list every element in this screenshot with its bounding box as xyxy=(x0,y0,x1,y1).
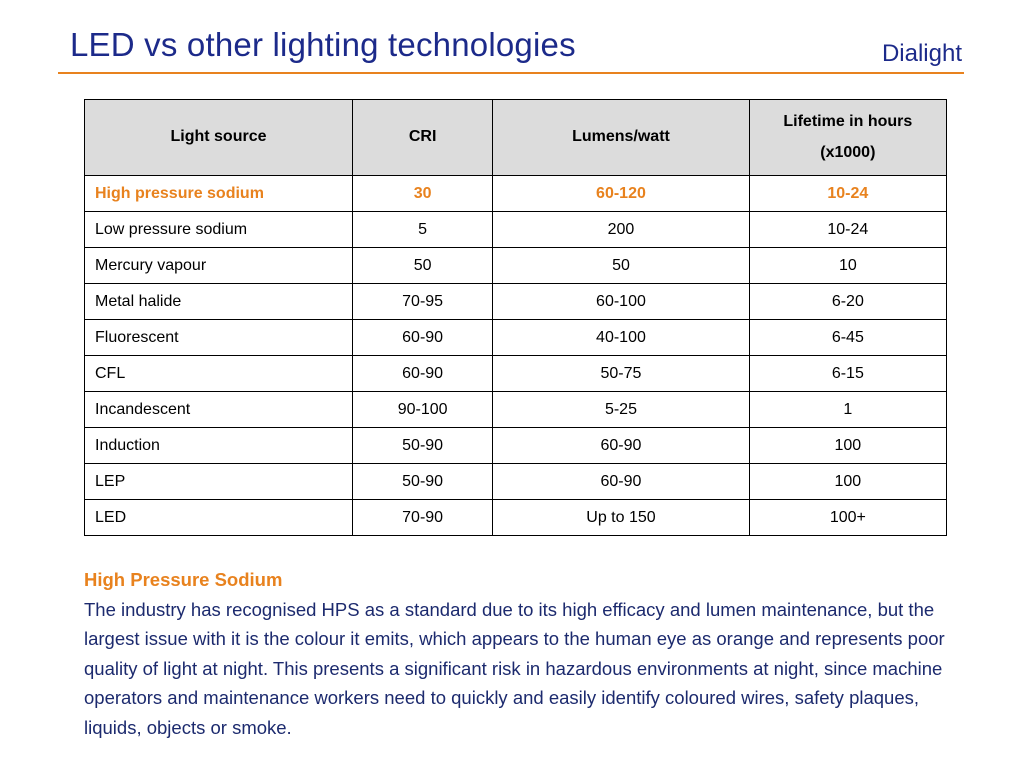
cell-lumens-per-watt: 50 xyxy=(493,248,749,284)
table-row xyxy=(85,392,947,428)
cell-light-source: Mercury vapour xyxy=(85,248,353,284)
table-row xyxy=(85,284,947,320)
cell-lifetime: 6-20 xyxy=(749,284,946,320)
cell-light-source: Incandescent xyxy=(85,392,353,428)
cell-cri: 90-100 xyxy=(352,392,492,428)
cell-cri: 30 xyxy=(352,176,492,212)
table-row xyxy=(85,212,947,248)
notes-heading: High Pressure Sodium xyxy=(84,569,283,590)
cell-cri: 50-90 xyxy=(352,464,492,500)
cell-lumens-per-watt: 60-90 xyxy=(493,464,749,500)
cell-cri: 70-95 xyxy=(352,284,492,320)
cell-lumens-per-watt: 50-75 xyxy=(493,356,749,392)
header-lifetime xyxy=(749,100,946,176)
header-light-source: Light source xyxy=(85,100,353,176)
cell-lifetime: 100+ xyxy=(749,500,946,536)
table-row xyxy=(85,176,947,212)
header-lifetime-line1: Lifetime in hours xyxy=(783,113,913,131)
cell-lifetime: 10-24 xyxy=(749,176,946,212)
cell-light-source: Induction xyxy=(85,428,353,464)
cell-lifetime: 10-24 xyxy=(749,212,946,248)
table-row xyxy=(85,248,947,284)
cell-lumens-per-watt: 60-120 xyxy=(493,176,749,212)
cell-light-source: High pressure sodium xyxy=(85,176,353,212)
cell-light-source: CFL xyxy=(85,356,353,392)
cell-lifetime: 1 xyxy=(749,392,946,428)
table-header-row xyxy=(85,100,947,176)
cell-lumens-per-watt: 40-100 xyxy=(493,320,749,356)
cell-lifetime: 100 xyxy=(749,464,946,500)
header-lifetime-line2: (x1000) xyxy=(820,143,876,161)
cell-lifetime: 6-45 xyxy=(749,320,946,356)
cell-cri: 70-90 xyxy=(352,500,492,536)
cell-lumens-per-watt: 200 xyxy=(493,212,749,248)
cell-lumens-per-watt: 60-90 xyxy=(493,428,749,464)
table-row xyxy=(85,464,947,500)
cell-light-source: Fluorescent xyxy=(85,320,353,356)
lighting-comparison-table xyxy=(84,99,947,536)
cell-lumens-per-watt: Up to 150 xyxy=(493,500,749,536)
cell-light-source: LEP xyxy=(85,464,353,500)
title-divider xyxy=(58,72,964,74)
cell-cri: 60-90 xyxy=(352,320,492,356)
cell-light-source: LED xyxy=(85,500,353,536)
brand-logo-text: Dialight xyxy=(881,40,962,67)
cell-lifetime: 100 xyxy=(749,428,946,464)
cell-lumens-per-watt: 5-25 xyxy=(493,392,749,428)
cell-light-source: Metal halide xyxy=(85,284,353,320)
cell-cri: 50 xyxy=(352,248,492,284)
cell-cri: 5 xyxy=(352,212,492,248)
table-row xyxy=(85,356,947,392)
cell-lifetime: 6-15 xyxy=(749,356,946,392)
cell-cri: 50-90 xyxy=(352,428,492,464)
table-row xyxy=(85,500,947,536)
notes-section xyxy=(84,565,974,742)
cell-lumens-per-watt: 60-100 xyxy=(493,284,749,320)
header-cri: CRI xyxy=(352,100,492,176)
slide-title: LED vs other lighting technologies xyxy=(70,26,576,63)
cell-lifetime: 10 xyxy=(749,248,946,284)
table-row xyxy=(85,320,947,356)
cell-cri: 60-90 xyxy=(352,356,492,392)
cell-light-source: Low pressure sodium xyxy=(85,212,353,248)
header-lumens-per-watt: Lumens/watt xyxy=(493,100,749,176)
notes-body: The industry has recognised HPS as a standard due to its high efficacy and lumen maintenance, but the largest issue with it is the colour it emits, which appears to the human eye as orange and represents poor quality of light at night. This presents a significant risk in hazardous environments at night, since machine operators and maintenance workers need to quickly and easily identify coloured wires, safety plaques, liquids, objects or smoke. xyxy=(84,598,945,738)
table-row xyxy=(85,428,947,464)
